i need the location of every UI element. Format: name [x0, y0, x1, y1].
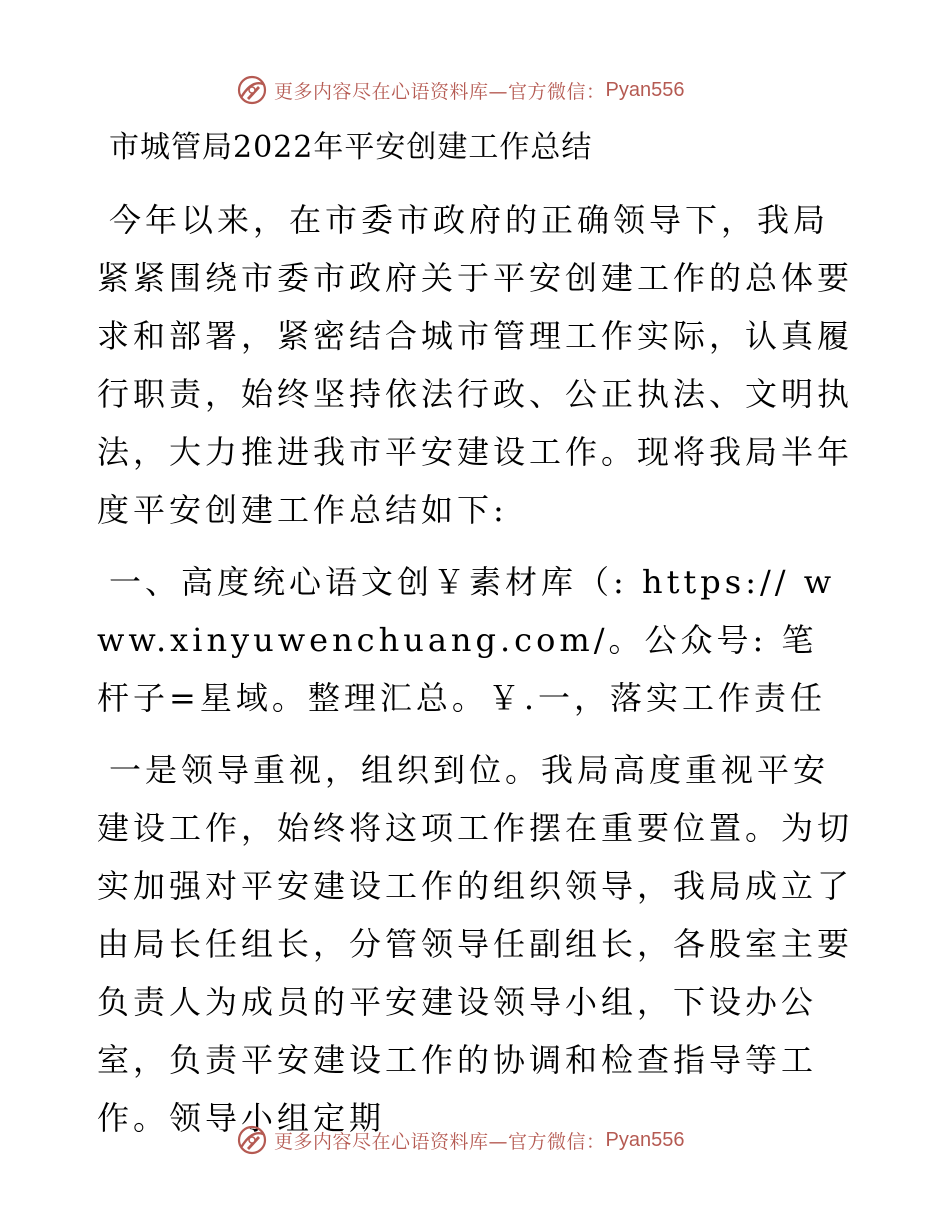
- watermark-wechat-id: Pyan556: [605, 1128, 685, 1151]
- watermark-wechat-id: Pyan556: [605, 78, 685, 101]
- paragraph-section-one: 一、高度统心语文创￥素材库（: https:// www.xinyuwenchuang.com/。公众号: 笔杆子=星域。整理汇总。￥.一，落实工作责任: [97, 563, 836, 717]
- seal-logo-icon: [236, 1124, 268, 1156]
- watermark-text: 更多内容尽在心语资料库—官方微信：: [274, 80, 606, 103]
- footer-watermark: [236, 1120, 684, 1160]
- header-watermark: [236, 70, 684, 110]
- document-title: 市城管局2022年平安创建工作总结: [109, 130, 593, 165]
- paragraph-leadership: 一是领导重视，组织到位。我局高度重视平安建设工作，始终将这项工作摆在重要位置。为切实加强对平安建设工作的组织领导，我局成立了由局长任组长，分管领导任副组长，各股室主要负责人为成员的平安建设领导小组，下设办公室，负责平安建设工作的协调和检查指导等工作。领导小组定期: [97, 751, 854, 1137]
- document-body: [97, 125, 853, 1161]
- seal-logo-icon: [236, 74, 268, 106]
- watermark-text: 更多内容尽在心语资料库—官方微信：: [274, 1130, 606, 1153]
- paragraph-intro: 今年以来，在市委市政府的正确领导下，我局紧紧围绕市委市政府关于平安创建工作的总体要求和部署，紧密结合城市管理工作实际，认真履行职责，始终坚持依法行政、公正执法、文明执法，大力推进我市平安建设工作。现将我局半年度平安创建工作总结如下:: [97, 201, 854, 529]
